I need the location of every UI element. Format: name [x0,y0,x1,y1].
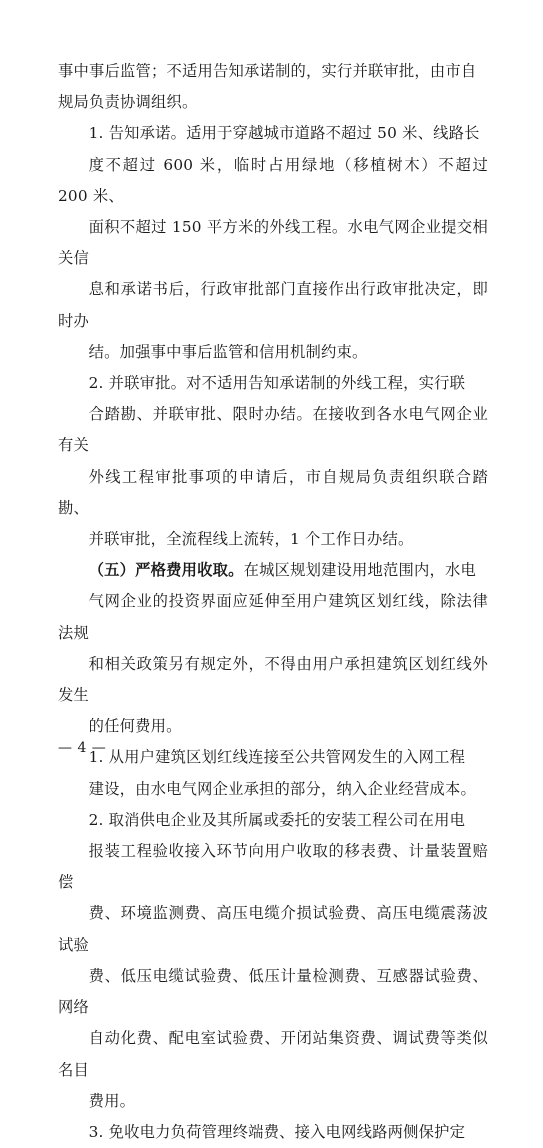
line-text: 的任何费用。 [88,717,182,736]
line-text: 建设，由水电气网企业承担的部分，纳入企业经营成本。 [88,779,477,798]
paragraph [58,118,488,368]
paragraph [58,368,488,555]
text-line [58,836,488,898]
document-body [58,56,488,1148]
text-line [58,774,488,805]
line-text: 事中事后监管；不适用告知承诺制的，实行并联审批，由市自 [58,62,477,80]
text-line [58,118,488,149]
line-text: 息和承诺书后，行政审批部门直接作出行政审批决定，即时办 [58,280,488,330]
text-line [58,368,488,399]
line-text: 3. 免收电力负荷管理终端费、接入电网线路两侧保护定 [88,1122,466,1141]
text-line [58,649,488,711]
paragraph [58,56,488,118]
line-text: 1. 告知承诺。适用于穿越城市道路不超过 50 米、线路长 [88,124,480,143]
text-line [58,524,488,555]
line-text: 1. 从用户建筑区划红线连接至公共管网发生的入网工程 [88,748,466,767]
line-text: 2. 并联审批。对不适用告知承诺制的外线工程，实行联 [88,374,466,393]
text-line [58,711,488,742]
text-line [58,1117,488,1148]
line-text: 和相关政策另有规定外，不得由用户承担建筑区划红线外发生 [58,654,488,705]
text-line [58,56,488,87]
text-line [58,462,488,524]
line-text: 度不超过 600 米，临时占用绿地（移植树木）不超过 200 米、 [58,155,488,205]
page-number: — 4 — [58,740,107,756]
text-line [58,1023,488,1085]
line-text: 面积不超过 150 平方米的外线工程。水电气网企业提交相关信 [58,218,488,268]
line-text: 规局负责协调组织。 [58,93,198,112]
line-text: 气网企业的投资界面应延伸至用户建筑区划红线，除法律法规 [58,592,488,642]
text-line [58,87,488,118]
section-heading: （五）严格费用收取。 [88,561,244,580]
text-line [58,742,488,773]
line-text: 报装工程验收接入环节向用户收取的移表费、计量装置赔偿 [58,842,488,892]
text-line [58,274,488,336]
line-text: 自动化费、配电室试验费、开闭站集资费、调试费等类似名目 [58,1029,488,1079]
line-text: 费、低压电缆试验费、低压计量检测费、互感器试验费、网络 [58,966,488,1017]
text-line [58,212,488,274]
line-text: 合踏勘、并联审批、限时办结。在接收到各水电气网企业有关 [58,405,488,455]
paragraph [58,555,488,742]
paragraph [58,742,488,804]
text-line [58,898,488,960]
text-line [58,399,488,461]
line-text: 结。加强事中事后监管和信用机制约束。 [88,342,368,361]
text-line [58,150,488,212]
text-line [58,555,488,586]
text-line [58,586,488,648]
paragraph [58,805,488,1117]
text-line [58,1086,488,1117]
text-line [58,805,488,836]
line-text: 2. 取消供电企业及其所属或委托的安装工程公司在用电 [88,810,466,829]
line-text: 外线工程审批事项的申请后，市自规局负责组织联合踏勘、 [58,467,488,517]
paragraph [58,1117,488,1148]
line-text: 并联审批，全流程线上流转，1 个工作日办结。 [88,530,414,549]
text-line [58,337,488,368]
line-text: 费、环境监测费、高压电缆介损试验费、高压电缆震荡波试验 [58,904,488,954]
line-text: 费用。 [88,1091,136,1110]
line-text: 在城区规划建设用地范围内，水电 [243,561,477,580]
text-line [58,961,488,1023]
